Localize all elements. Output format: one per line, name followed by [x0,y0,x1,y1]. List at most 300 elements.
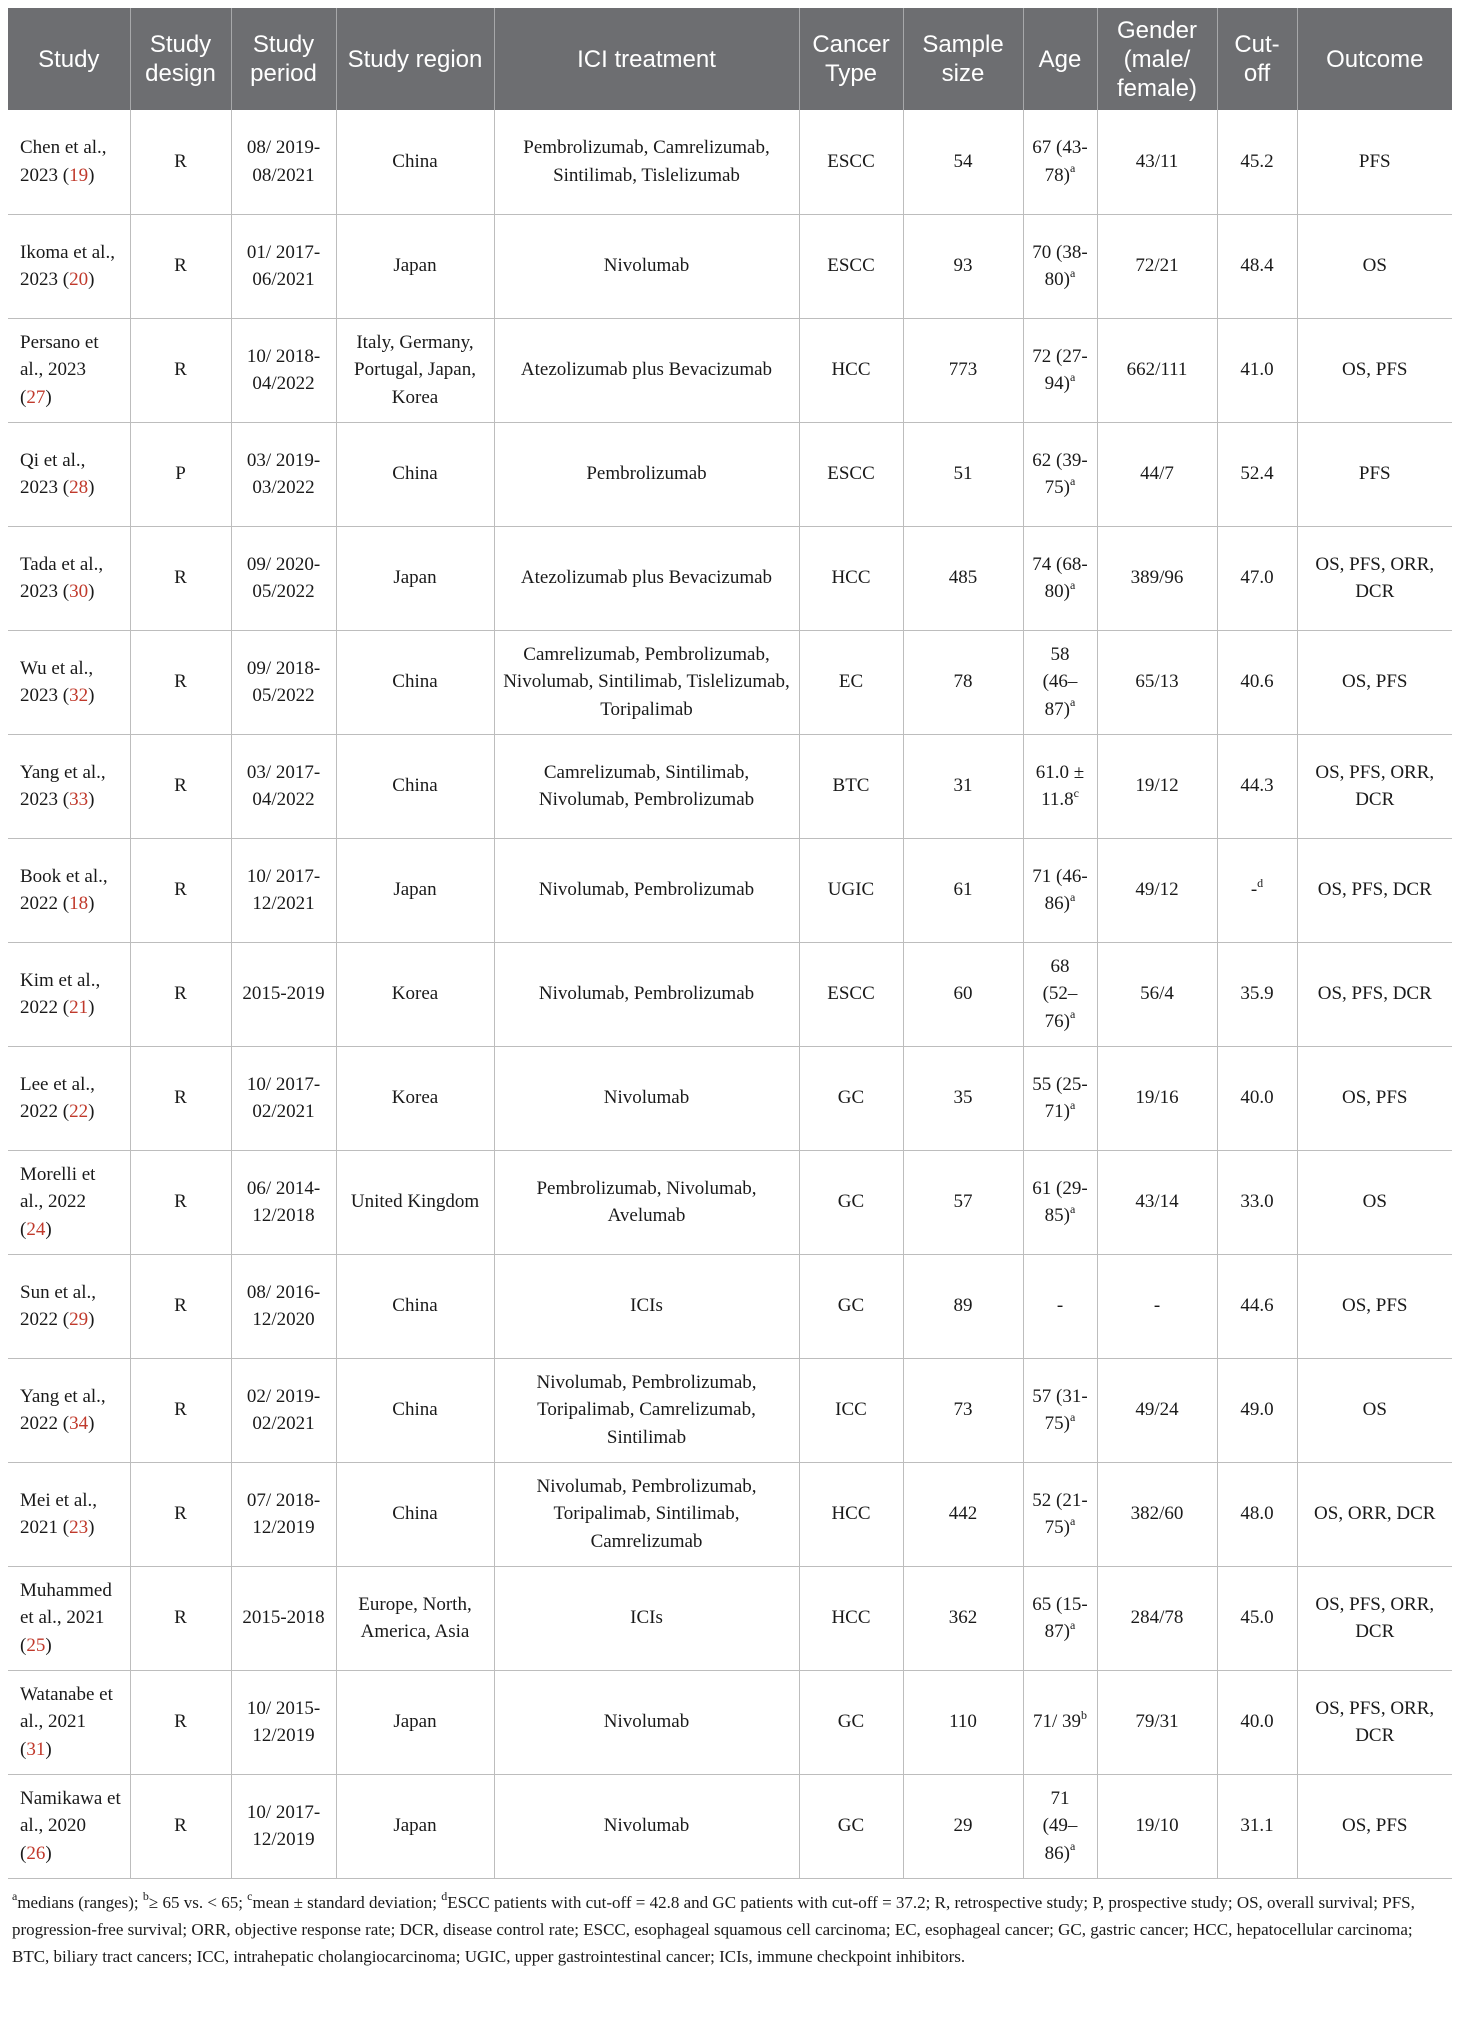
sample-size-cell: 51 [903,422,1023,526]
cutoff-cell [1217,526,1297,630]
treatment-cell: Camrelizumab, Pembrolizumab, Nivolumab, Sintilimab, Tislelizumab, Toripalimab [494,630,799,734]
region-cell: Japan [336,526,494,630]
period-cell: 03/ 2019-03/2022 [231,422,336,526]
outcome-cell: OS, PFS [1297,1254,1452,1358]
column-header: Study period [231,8,336,110]
cutoff-cell [1217,110,1297,214]
cutoff-value: 40.0 [1240,1711,1274,1733]
reference-link: 33 [69,789,89,810]
region-cell: Japan [336,214,494,318]
reference-link: 28 [69,477,89,498]
table-row [8,110,1452,214]
design-cell: R [130,1046,231,1150]
table-body [8,110,1452,1878]
cancer-type-cell: EC [799,630,903,734]
gender-cell: - [1097,1254,1217,1358]
study-name: Watanabe et al., 2021 [20,1683,113,1733]
study-cell: Ikoma et al., 2023 (20) [8,214,130,318]
cutoff-cell [1217,1046,1297,1150]
cancer-type-cell: BTC [799,734,903,838]
region-cell: China [336,422,494,526]
region-cell: Korea [336,942,494,1046]
age-cell [1023,526,1097,630]
cutoff-cell [1217,942,1297,1046]
region-cell: China [336,110,494,214]
cutoff-value: 45.2 [1240,151,1274,172]
sample-size-cell: 78 [903,630,1023,734]
cutoff-cell [1217,734,1297,838]
footnote-text: medians (ranges); [17,1892,143,1912]
age-value: 55 (25-71) [1032,1073,1088,1122]
treatment-cell: Nivolumab, Pembrolizumab [494,942,799,1046]
period-cell: 2015-2018 [231,1566,336,1670]
table-row [8,1670,1452,1774]
treatment-cell: Pembrolizumab, Camrelizumab, Sintilimab, Tislelizumab [494,110,799,214]
treatment-cell: Nivolumab [494,1670,799,1774]
design-cell: R [130,1358,231,1462]
table-row [8,422,1452,526]
study-cell: Wu et al., 2023 (32) [8,630,130,734]
cutoff-value: 35.9 [1240,983,1274,1005]
cutoff-value: 47.0 [1240,567,1274,589]
cutoff-cell [1217,1774,1297,1878]
study-name: Qi et al., 2023 [20,449,86,498]
footnote-mark: b [142,1888,149,1903]
study-cell: Mei et al., 2021 (23) [8,1462,130,1566]
cutoff-value: 44.6 [1240,1295,1274,1317]
gender-cell: 49/12 [1097,838,1217,942]
gender-cell: 56/4 [1097,942,1217,1046]
cutoff-value: - [1250,879,1258,901]
age-value: 71/ 39 [1032,1711,1082,1733]
study-cell: Morelli et al., 2022 (24) [8,1150,130,1254]
sample-size-cell: 110 [903,1670,1023,1774]
table-row [8,630,1452,734]
table-row [8,1566,1452,1670]
cutoff-value: 40.6 [1240,671,1274,693]
cutoff-cell [1217,1254,1297,1358]
study-cell: Sun et al., 2022 (29) [8,1254,130,1358]
region-cell: Europe, North, America, Asia [336,1566,494,1670]
age-cell [1023,1150,1097,1254]
study-cell: Yang et al., 2023 (33) [8,734,130,838]
cutoff-value: 52.4 [1240,463,1274,485]
design-cell: R [130,734,231,838]
reference-link: 30 [69,581,89,602]
age-cell [1023,214,1097,318]
region-cell: China [336,630,494,734]
treatment-cell: Nivolumab, Pembrolizumab, Toripalimab, Sintilimab, Camrelizumab [494,1462,799,1566]
table-row [8,838,1452,942]
study-name: Yang et al., 2023 [20,761,106,810]
outcome-cell: OS, PFS [1297,1774,1452,1878]
age-cell [1023,1358,1097,1462]
column-header: Sample size [903,8,1023,110]
study-cell: Chen et al., 2023 (19) [8,110,130,214]
region-cell: China [336,1254,494,1358]
treatment-cell: Atezolizumab plus Bevacizumab [494,526,799,630]
cutoff-footnote-mark: d [1257,875,1264,890]
sample-size-cell: 61 [903,838,1023,942]
column-header: Cut-off [1217,8,1297,110]
period-cell: 10/ 2018-04/2022 [231,318,336,422]
study-name: Chen et al., 2023 [20,137,107,186]
treatment-cell: Nivolumab [494,1774,799,1878]
gender-cell: 72/21 [1097,214,1217,318]
study-name: Yang et al., 2022 [20,1385,106,1434]
cutoff-cell [1217,838,1297,942]
period-cell: 06/ 2014-12/2018 [231,1150,336,1254]
study-cell: Tada et al., 2023 (30) [8,526,130,630]
study-cell: Namikawa et al., 2020 (26) [8,1774,130,1878]
period-cell: 2015-2019 [231,942,336,1046]
age-footnote-mark: b [1081,1707,1088,1722]
column-header: ICI treatment [494,8,799,110]
gender-cell: 79/31 [1097,1670,1217,1774]
study-name: Muhammed et al., 2021 [20,1579,112,1629]
study-name: Ikoma et al., 2023 [20,241,115,290]
region-cell: United Kingdom [336,1150,494,1254]
column-header: Gender (male/ female) [1097,8,1217,110]
table-row [8,1046,1452,1150]
age-cell [1023,630,1097,734]
sample-size-cell: 362 [903,1566,1023,1670]
table-footnote [8,1889,1452,1970]
age-value: 67 (43-78) [1032,137,1088,186]
age-value: 71 (49–86) [1042,1787,1078,1864]
cutoff-value: 48.0 [1240,1503,1274,1525]
outcome-cell: OS, PFS, DCR [1297,942,1452,1046]
cutoff-cell [1217,422,1297,526]
cancer-type-cell: HCC [799,1566,903,1670]
treatment-cell: Nivolumab [494,1046,799,1150]
treatment-cell: Nivolumab, Pembrolizumab, Toripalimab, Camrelizumab, Sintilimab [494,1358,799,1462]
gender-cell: 382/60 [1097,1462,1217,1566]
cutoff-cell [1217,1566,1297,1670]
period-cell: 09/ 2020-05/2022 [231,526,336,630]
study-name: Morelli et al., 2022 [20,1163,96,1213]
design-cell: R [130,214,231,318]
age-cell [1023,422,1097,526]
age-value: 65 (15-87) [1032,1593,1088,1642]
footnote-mark: d [441,1888,448,1903]
outcome-cell: OS, PFS [1297,630,1452,734]
age-cell [1023,1774,1097,1878]
study-name: Lee et al., 2022 [20,1073,95,1122]
design-cell: R [130,630,231,734]
cutoff-cell [1217,214,1297,318]
reference-link: 20 [69,269,89,290]
reference-link: 22 [69,1101,89,1122]
sample-size-cell: 485 [903,526,1023,630]
study-name: Kim et al., 2022 [20,969,101,1018]
cutoff-value: 48.4 [1240,255,1274,277]
cutoff-cell [1217,1462,1297,1566]
gender-cell: 44/7 [1097,422,1217,526]
sample-size-cell: 93 [903,214,1023,318]
sample-size-cell: 73 [903,1358,1023,1462]
study-name: Wu et al., 2023 [20,657,94,706]
cancer-type-cell: ESCC [799,214,903,318]
cancer-type-cell: ESCC [799,942,903,1046]
region-cell: China [336,1462,494,1566]
cutoff-value: 49.0 [1240,1399,1274,1421]
age-value: 68 (52–76) [1042,955,1078,1032]
column-header: Study region [336,8,494,110]
footnote-mark: a [12,1888,18,1903]
cutoff-value: 41.0 [1240,359,1274,381]
studies-table [8,8,1452,1879]
age-cell [1023,1254,1097,1358]
reference-link: 19 [69,164,89,186]
design-cell: R [130,110,231,214]
reference-link: 26 [26,1842,46,1864]
age-cell [1023,318,1097,422]
age-footnote-mark: a [1070,889,1076,904]
age-footnote-mark: a [1070,369,1076,384]
age-value: 58 (46–87) [1042,643,1078,720]
cancer-type-cell: GC [799,1046,903,1150]
age-footnote-mark: a [1070,1007,1076,1022]
age-footnote-mark: a [1070,265,1076,280]
study-cell: Kim et al., 2022 (21) [8,942,130,1046]
region-cell: Japan [336,838,494,942]
period-cell: 07/ 2018-12/2019 [231,1462,336,1566]
cutoff-cell [1217,630,1297,734]
outcome-cell: OS [1297,1150,1452,1254]
footnote-mark: c [247,1888,253,1903]
cancer-type-cell: GC [799,1670,903,1774]
table-row [8,734,1452,838]
age-footnote-mark: c [1073,785,1079,800]
column-header: Age [1023,8,1097,110]
outcome-cell: OS, PFS, DCR [1297,838,1452,942]
design-cell: R [130,1254,231,1358]
age-footnote-mark: a [1070,161,1076,176]
design-cell: P [130,422,231,526]
outcome-cell: OS, ORR, DCR [1297,1462,1452,1566]
study-cell: Qi et al., 2023 (28) [8,422,130,526]
treatment-cell: Nivolumab [494,214,799,318]
cancer-type-cell: HCC [799,526,903,630]
age-value: 57 (31-75) [1032,1385,1088,1434]
sample-size-cell: 89 [903,1254,1023,1358]
region-cell: Italy, Germany, Portugal, Japan, Korea [336,318,494,422]
table-row [8,1462,1452,1566]
column-header: Cancer Type [799,8,903,110]
period-cell: 08/ 2019-08/2021 [231,110,336,214]
period-cell: 01/ 2017-06/2021 [231,214,336,318]
cancer-type-cell: UGIC [799,838,903,942]
cutoff-cell [1217,1150,1297,1254]
sample-size-cell: 442 [903,1462,1023,1566]
gender-cell: 65/13 [1097,630,1217,734]
gender-cell: 19/16 [1097,1046,1217,1150]
treatment-cell: ICIs [494,1566,799,1670]
cancer-type-cell: GC [799,1150,903,1254]
footnote-text: ≥ 65 vs. < 65; [148,1892,248,1912]
age-value: 61 (29-85) [1032,1177,1088,1226]
sample-size-cell: 35 [903,1046,1023,1150]
table-row [8,942,1452,1046]
period-cell: 08/ 2016-12/2020 [231,1254,336,1358]
cancer-type-cell: HCC [799,1462,903,1566]
cutoff-cell [1217,318,1297,422]
age-value: 52 (21-75) [1032,1489,1088,1538]
cutoff-value: 31.1 [1240,1815,1274,1837]
age-cell [1023,734,1097,838]
gender-cell: 43/14 [1097,1150,1217,1254]
sample-size-cell: 54 [903,110,1023,214]
age-cell [1023,942,1097,1046]
sample-size-cell: 773 [903,318,1023,422]
cutoff-cell [1217,1358,1297,1462]
age-value: 61.0 ± 11.8 [1035,761,1085,810]
design-cell: R [130,942,231,1046]
age-footnote-mark: a [1070,1097,1076,1112]
period-cell: 03/ 2017-04/2022 [231,734,336,838]
age-cell [1023,1046,1097,1150]
study-cell: Book et al., 2022 (18) [8,838,130,942]
cutoff-value: 33.0 [1240,1191,1274,1213]
column-header: Study design [130,8,231,110]
sample-size-cell: 60 [903,942,1023,1046]
table-row [8,1254,1452,1358]
gender-cell: 49/24 [1097,1358,1217,1462]
sample-size-cell: 31 [903,734,1023,838]
cancer-type-cell: GC [799,1774,903,1878]
treatment-cell: Camrelizumab, Sintilimab, Nivolumab, Pembrolizumab [494,734,799,838]
study-name: Persano et al., 2023 [20,331,99,381]
age-value: 74 (68-80) [1032,553,1088,602]
cutoff-value: 44.3 [1240,775,1274,797]
outcome-cell: OS, PFS [1297,1046,1452,1150]
reference-link: 31 [26,1738,46,1760]
outcome-cell: OS, PFS, ORR, DCR [1297,1670,1452,1774]
sample-size-cell: 57 [903,1150,1023,1254]
study-cell: Watanabe et al., 2021 (31) [8,1670,130,1774]
table-row [8,526,1452,630]
outcome-cell: PFS [1297,422,1452,526]
reference-link: 23 [69,1517,89,1538]
design-cell: R [130,838,231,942]
outcome-cell: OS, PFS, ORR, DCR [1297,526,1452,630]
footnote-text: ESCC patients with cut-off = 42.8 and GC patients with cut-off = 37.2; R, retrospective study; P, prospective study; OS, overall survival; PFS, progression-free survival; ORR, objective response rate; DCR, disease control rate; ESCC, esophageal squamous cell carcinoma; EC, esophageal cancer; GC, gastric cancer; HCC, hepatocellular carcinoma; BTC, biliary tract cancers; ICC, intrahepatic cholangiocarcinoma; UGIC, upper gastrointestinal cancer; ICIs, immune checkpoint inhibitors. [12,1892,1415,1966]
study-cell: Muhammed et al., 2021 (25) [8,1566,130,1670]
period-cell: 10/ 2015-12/2019 [231,1670,336,1774]
cutoff-value: 40.0 [1240,1087,1274,1109]
design-cell: R [130,1462,231,1566]
reference-link: 34 [69,1413,89,1434]
table-row [8,1150,1452,1254]
treatment-cell: Nivolumab, Pembrolizumab [494,838,799,942]
gender-cell: 19/12 [1097,734,1217,838]
cutoff-value: 45.0 [1240,1607,1274,1629]
age-footnote-mark: a [1070,1201,1076,1216]
design-cell: R [130,1150,231,1254]
design-cell: R [130,318,231,422]
study-name: Book et al., 2022 [20,865,108,914]
reference-link: 18 [69,893,89,914]
age-footnote-mark: a [1070,577,1076,592]
treatment-cell: Atezolizumab plus Bevacizumab [494,318,799,422]
region-cell: China [336,1358,494,1462]
treatment-cell: Pembrolizumab [494,422,799,526]
cancer-type-cell: GC [799,1254,903,1358]
footnote-text: mean ± standard deviation; [252,1892,442,1912]
reference-link: 25 [26,1634,46,1656]
cancer-type-cell: ICC [799,1358,903,1462]
age-footnote-mark: a [1070,1839,1076,1854]
column-header: Study [8,8,130,110]
age-footnote-mark: a [1070,1409,1076,1424]
gender-cell: 389/96 [1097,526,1217,630]
period-cell: 10/ 2017-02/2021 [231,1046,336,1150]
region-cell: Japan [336,1774,494,1878]
age-footnote-mark: a [1070,1513,1076,1528]
period-cell: 10/ 2017-12/2019 [231,1774,336,1878]
region-cell: Korea [336,1046,494,1150]
study-name: Sun et al., 2022 [20,1281,96,1330]
age-footnote-mark: a [1070,1617,1076,1632]
table-row [8,214,1452,318]
reference-link: 32 [69,685,89,706]
age-footnote-mark: a [1070,695,1076,710]
cutoff-cell [1217,1670,1297,1774]
treatment-cell: Pembrolizumab, Nivolumab, Avelumab [494,1150,799,1254]
reference-link: 24 [26,1218,46,1240]
study-name: Tada et al., 2023 [20,553,104,602]
outcome-cell: OS, PFS, ORR, DCR [1297,1566,1452,1670]
age-cell [1023,838,1097,942]
study-name: Mei et al., 2021 [20,1489,98,1538]
outcome-cell: OS, PFS [1297,318,1452,422]
region-cell: China [336,734,494,838]
cancer-type-cell: HCC [799,318,903,422]
outcome-cell: OS [1297,1358,1452,1462]
age-cell [1023,1670,1097,1774]
treatment-cell: ICIs [494,1254,799,1358]
region-cell: Japan [336,1670,494,1774]
reference-link: 21 [69,997,89,1018]
age-value: 71 (46-86) [1032,865,1088,914]
gender-cell: 43/11 [1097,110,1217,214]
gender-cell: 19/10 [1097,1774,1217,1878]
design-cell: R [130,1670,231,1774]
study-cell: Yang et al., 2022 (34) [8,1358,130,1462]
gender-cell: 284/78 [1097,1566,1217,1670]
reference-link: 27 [26,386,46,408]
period-cell: 10/ 2017-12/2021 [231,838,336,942]
study-cell: Lee et al., 2022 (22) [8,1046,130,1150]
study-cell: Persano et al., 2023 (27) [8,318,130,422]
age-value: 72 (27-94) [1032,345,1088,394]
table-header-row [8,8,1452,110]
age-cell [1023,1566,1097,1670]
design-cell: R [130,526,231,630]
period-cell: 09/ 2018-05/2022 [231,630,336,734]
cancer-type-cell: ESCC [799,422,903,526]
design-cell: R [130,1566,231,1670]
age-cell [1023,110,1097,214]
column-header: Outcome [1297,8,1452,110]
table-row [8,1774,1452,1878]
table-container [8,8,1452,1970]
age-footnote-mark: a [1070,473,1076,488]
table-row [8,1358,1452,1462]
gender-cell: 662/111 [1097,318,1217,422]
outcome-cell: PFS [1297,110,1452,214]
